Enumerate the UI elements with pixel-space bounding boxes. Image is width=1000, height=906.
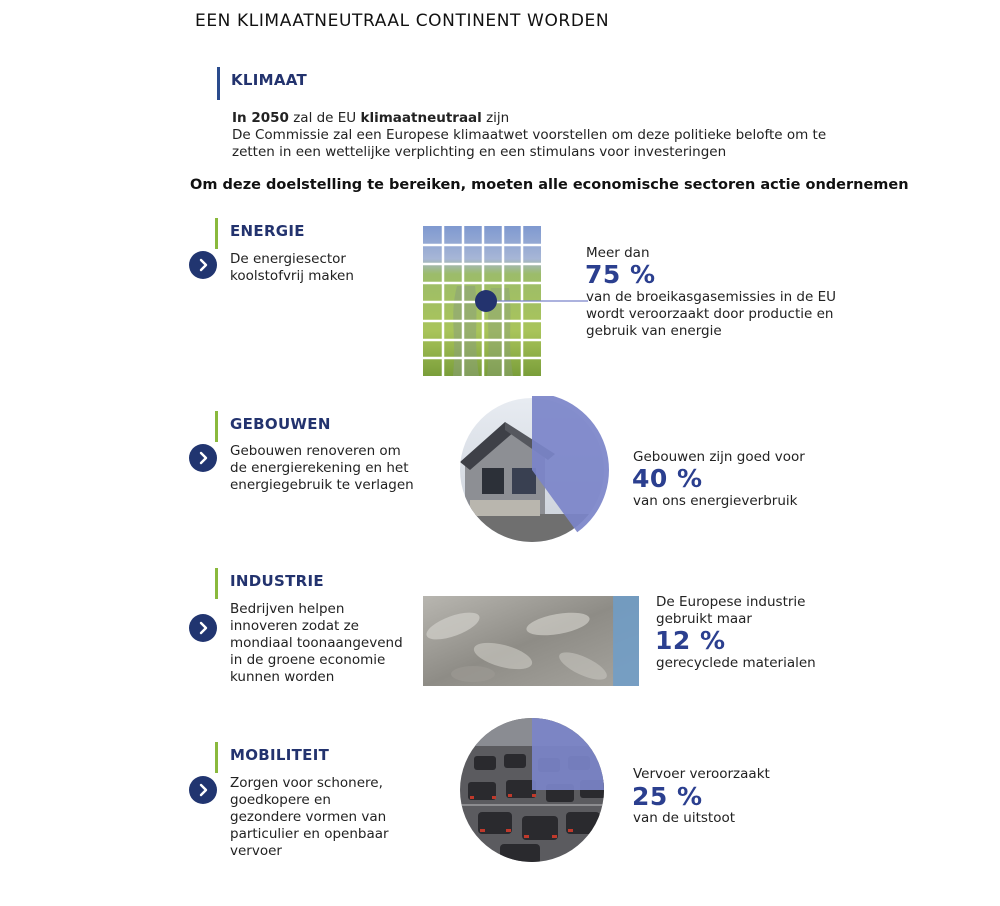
mobility-share-segment [532,718,604,790]
industry-image [423,596,639,686]
climate-heading: KLIMAAT [231,71,308,89]
buildings-text: Gebouwen renoveren om de energierekening en het energiegebruik te verlagen [230,443,414,493]
climate-end: zijn [481,110,510,126]
industry-arrow-icon[interactable] [189,614,217,642]
section-marker [215,218,218,249]
climate-description: De Commissie zal een Europese klimaatwet voorstellen om deze politieke belofte om te zetten in een wettelijke verplichting en een stimulans voor investeringen [232,127,827,160]
section-marker [217,67,220,100]
energy-arrow-icon[interactable] [189,251,217,279]
climate-neutral: klimaatneutraal [360,110,482,126]
mobility-stat-post: van de uitstoot [633,810,736,826]
mobility-stat-value: 25 % [632,782,703,811]
industry-text: Bedrijven helpen innoveren zodat ze mondiaal toonaangevend in de groene economie kunnen worden [230,601,403,685]
industry-share-segment [613,596,639,686]
industry-stat-pre: De Europese industrie gebruikt maar [656,594,806,627]
lead-statement: Om deze doelstelling te bereiken, moeten alle economische sectoren actie ondernemen [190,177,909,193]
section-marker [215,742,218,773]
energy-stat-value: 75 % [585,260,656,289]
industry-stat-post: gerecyclede materialen [656,655,816,671]
buildings-heading: GEBOUWEN [230,415,331,433]
mobility-arrow-icon[interactable] [189,776,217,804]
buildings-stat-value: 40 % [632,464,703,493]
buildings-arrow-icon[interactable] [189,444,217,472]
buildings-image [460,396,612,546]
industry-heading: INDUSTRIE [230,572,324,590]
buildings-stat-pre: Gebouwen zijn goed voor [633,449,805,465]
climate-mid: zal de EU [288,110,361,126]
energy-heading: ENERGIE [230,222,305,240]
energy-pointer [470,286,590,316]
section-marker [215,411,218,442]
mobility-heading: MOBILITEIT [230,746,330,764]
climate-year: In 2050 [232,110,289,126]
energy-text: De energiesector koolstofvrij maken [230,251,354,284]
mobility-image [460,716,612,864]
energy-stat-post: van de broeikasgasemissies in de EU wordt veroorzaakt door productie en gebruik van energie [586,289,837,339]
mobility-stat-pre: Vervoer veroorzaakt [633,766,770,782]
buildings-stat-post: van ons energieverbruik [633,493,798,509]
mobility-text: Zorgen voor schonere, goedkopere en gezondere vormen van particulier en openbaar vervoer [230,775,389,859]
energy-stat-pre: Meer dan [586,245,650,261]
page-title: EEN KLIMAATNEUTRAAL CONTINENT WORDEN [195,11,610,31]
section-marker [215,568,218,599]
industry-stat-value: 12 % [655,626,726,655]
climate-text [232,110,872,161]
